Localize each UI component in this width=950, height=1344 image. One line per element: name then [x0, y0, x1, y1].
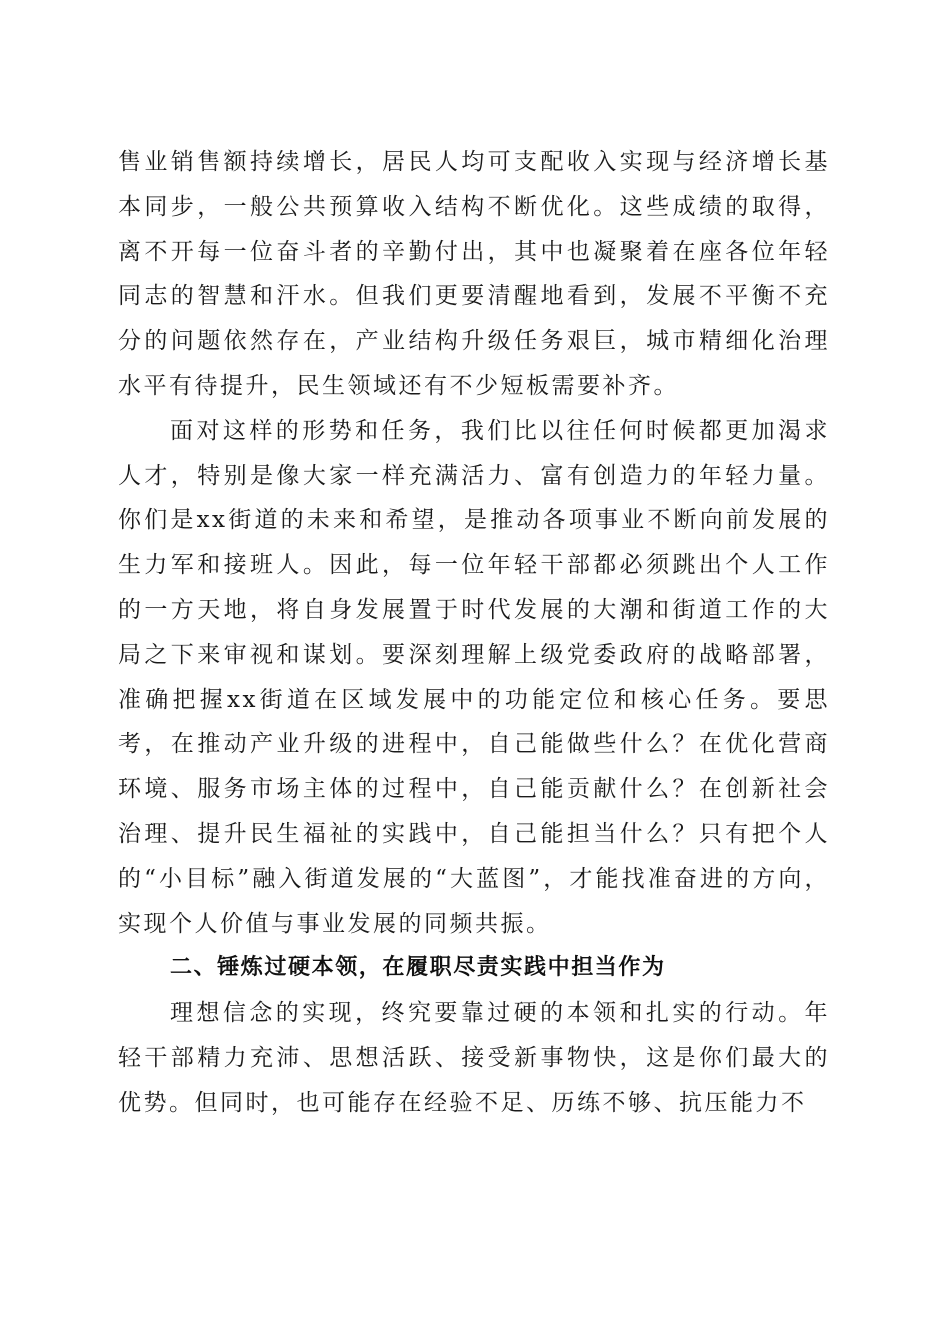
paragraph-skills: 理想信念的实现，终究要靠过硬的本领和扎实的行动。年轻干部精力充沛、思想活跃、接受新事物快，这是你们最大的优势。但同时，也可能存在经验不足、历练不够、抗压能力不 — [118, 1000, 830, 1116]
paragraph-continuation: 售业销售额持续增长，居民人均可支配收入实现与经济增长基本同步，一般公共预算收入结构不断优化。这些成绩的取得，离不开每一位奋斗者的辛勤付出，其中也凝聚着在座各位年轻同志的智慧和汗水。但我们更要清醒地看到，发展不平衡不充分的问题依然存在，产业结构升级任务艰巨，城市精细化治理水平有待提升，民生领域还有不少短板需要补齐。 — [118, 149, 830, 399]
section-heading: 二、锤炼过硬本领，在履职尽责实践中担当作为 — [170, 955, 666, 981]
paragraph-talent: 面对这样的形势和任务，我们比以往任何时候都更加渴求人才，特别是像大家一样充满活力、富有创造力的年轻力量。你们是xx街道的未来和希望，是推动各项事业不断向前发展的生力军和接班人。因此，每一位年轻干部都必须跳出个人工作的一方天地，将自身发展置于时代发展的大潮和街道工作的大局之下来审视和谋划。要深刻理解上级党委政府的战略部署，准确把握xx街道在区域发展中的功能定位和核心任务。要思考，在推动产业升级的进程中，自己能做些什么？在优化营商环境、服务市场主体的过程中，自己能贡献什么？在创新社会治理、提升民生福祉的实践中，自己能担当什么？只有把个人的“小目标”融入街道发展的“大蓝图”，才能找准奋进的方向，实现个人价值与事业发展的同频共振。 — [118, 417, 830, 937]
document-body — [118, 140, 830, 1126]
